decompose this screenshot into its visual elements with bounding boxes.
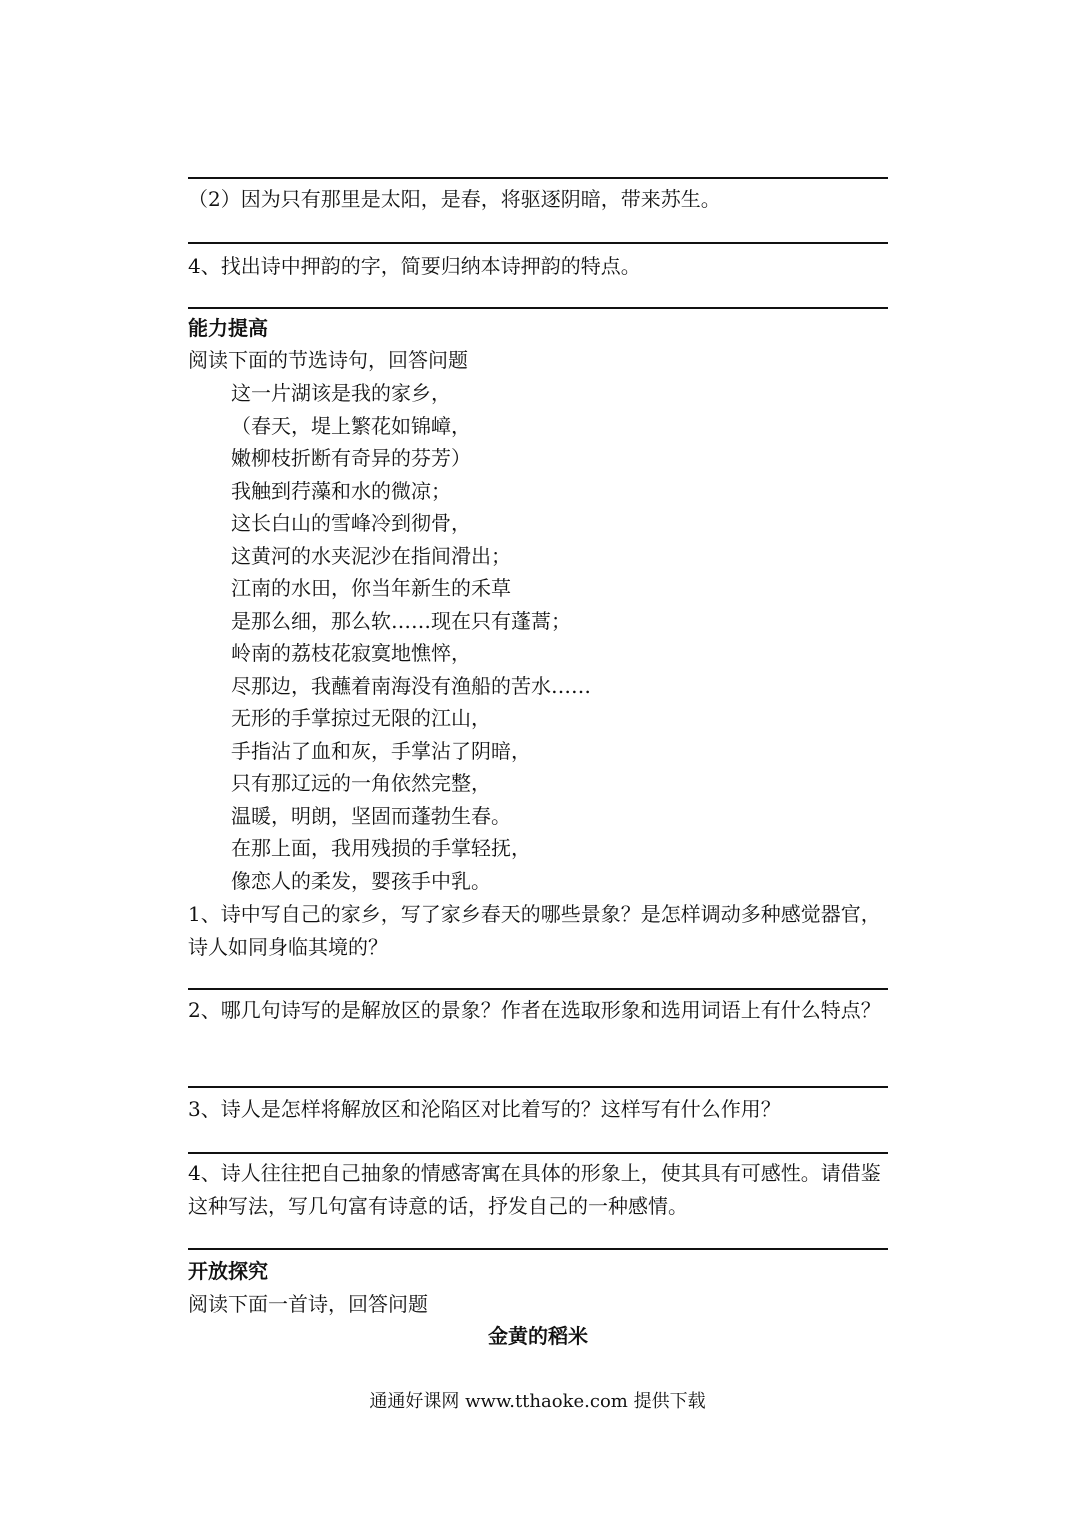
open-intro: 阅读下面一首诗，回答问题 [188, 1292, 428, 1316]
ability-question-2: 2、哪几句诗写的是解放区的景象？作者在选取形象和选用词语上有什么特点？ [188, 998, 881, 1022]
poem-title: 金黄的稻米 [488, 1324, 588, 1348]
poem-line: 温暖，明朗，坚固而蓬勃生春。 [231, 804, 511, 828]
answer-line [188, 177, 888, 179]
poem-line: 只有那辽远的一角依然完整， [231, 771, 491, 795]
poem-line: 这一片湖该是我的家乡， [231, 381, 451, 405]
answer-line [188, 988, 888, 990]
section-heading-open: 开放探究 [188, 1259, 268, 1283]
poem-line: 是那么细，那么软……现在只有蓬蒿； [231, 609, 571, 633]
ability-question-1: 1、诗中写自己的家乡，写了家乡春天的哪些景象？是怎样调动多种感觉器官，诗人如同身临其境的？ [188, 902, 881, 959]
poem-line: 岭南的荔枝花寂寞地憔悴， [231, 641, 471, 665]
poem-line: 这长白山的雪峰冷到彻骨， [231, 511, 471, 535]
ability-question-4: 4、诗人往往把自己抽象的情感寄寓在具体的形象上，使其具有可感性。请借鉴这种写法，写几句富有诗意的话，抒发自己的一种感情。 [188, 1161, 881, 1218]
poem-line: 手指沾了血和灰，手掌沾了阴暗， [231, 739, 531, 763]
question-4-text: 4、找出诗中押韵的字，简要归纳本诗押韵的特点。 [188, 254, 641, 278]
answer-line [188, 1086, 888, 1088]
poem-line: （春天，堤上繁花如锦嶂， [231, 414, 471, 438]
answer-line [188, 1248, 888, 1250]
ability-question-3: 3、诗人是怎样将解放区和沦陷区对比着写的？这样写有什么作用？ [188, 1097, 781, 1121]
answer-line [188, 1152, 888, 1154]
poem-line: 在那上面，我用残损的手掌轻抚， [231, 836, 531, 860]
section-heading-ability: 能力提高 [188, 316, 268, 340]
poem-line: 嫩柳枝折断有奇异的芬芳） [231, 446, 471, 470]
page-footer: 通通好课网 www.tthaoke.com 提供下载 [369, 1391, 706, 1412]
poem-line: 江南的水田，你当年新生的禾草 [231, 576, 511, 600]
poem-line: 这黄河的水夹泥沙在指间滑出； [231, 544, 511, 568]
ability-intro: 阅读下面的节选诗句，回答问题 [188, 348, 468, 372]
answer-line [188, 307, 888, 309]
poem-line: 像恋人的柔发，婴孩手中乳。 [231, 869, 491, 893]
answer-line [188, 242, 888, 244]
poem-line: 尽那边，我蘸着南海没有渔船的苦水…… [231, 674, 591, 698]
poem-line: 我触到荇藻和水的微凉； [231, 479, 451, 503]
answer-2-text: （2）因为只有那里是太阳，是春，将驱逐阴暗，带来苏生。 [188, 187, 721, 211]
poem-line: 无形的手掌掠过无限的江山， [231, 706, 491, 730]
document-page [188, 0, 888, 1518]
